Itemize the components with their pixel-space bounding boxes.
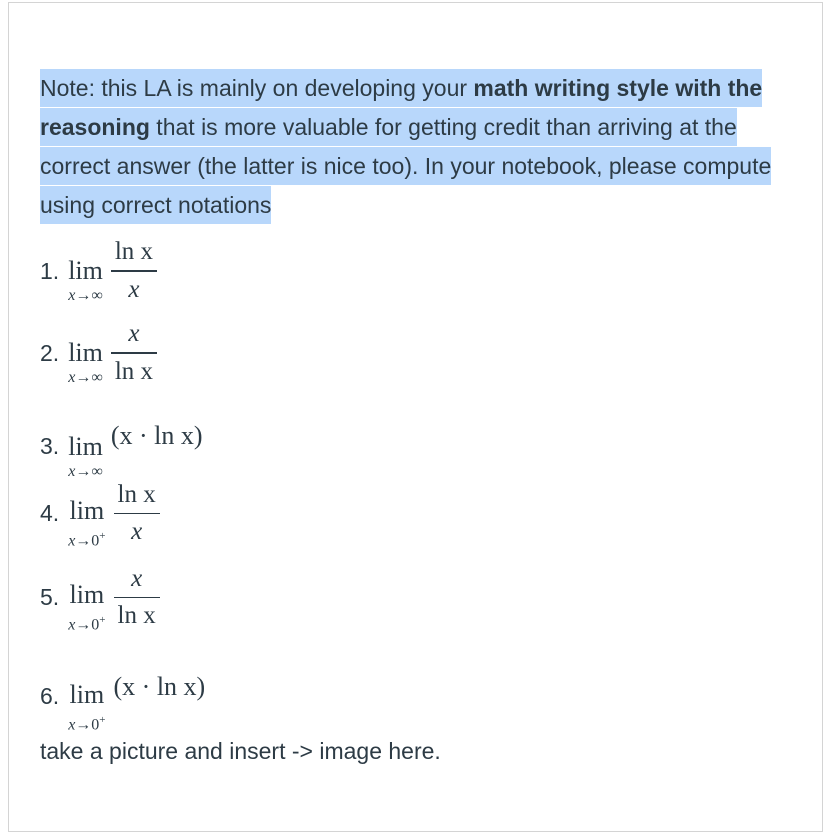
limit-arrow: →	[75, 532, 92, 550]
lim-text: lim	[68, 338, 103, 367]
problem-item	[40, 562, 160, 633]
limit-operator	[68, 498, 105, 549]
numerator: x	[128, 320, 140, 348]
problem-number: 2.	[40, 339, 60, 366]
limit-target: ∞	[91, 369, 103, 386]
problem-number: 6.	[40, 683, 60, 710]
limit-subscript	[68, 528, 105, 549]
note-bold-text: math writing style with the reasoning	[40, 75, 763, 140]
lim-text: lim	[69, 580, 105, 609]
limit-operator	[68, 434, 103, 480]
fraction	[111, 238, 157, 304]
footer-instruction: take a picture and insert -> image here.	[40, 738, 441, 764]
note-text-1: Note: this LA is mainly on developing your	[40, 75, 474, 101]
limit-variable: x	[68, 716, 76, 734]
limit-target: 0	[91, 532, 100, 550]
limit-variable: x	[68, 369, 76, 386]
problem-item	[40, 238, 157, 304]
limit-subscript	[68, 370, 103, 386]
denominator: x	[131, 518, 143, 546]
limit-operator	[68, 258, 103, 304]
problem-number: 1.	[40, 257, 60, 284]
numerator: ln x	[117, 480, 156, 508]
limit-variable: x	[68, 616, 76, 634]
limit-operator	[68, 582, 105, 633]
fraction	[111, 320, 157, 386]
limit-side: +	[99, 714, 106, 726]
limit-target: ∞	[91, 463, 103, 480]
problem-item	[40, 478, 160, 549]
lim-text: lim	[69, 496, 105, 525]
lim-text: lim	[68, 432, 103, 461]
limit-variable: x	[68, 532, 76, 550]
limit-arrow: →	[75, 287, 92, 304]
limit-variable: x	[68, 287, 76, 304]
problem-number: 3.	[40, 432, 60, 459]
limit-arrow: →	[75, 716, 92, 734]
fraction-bar	[111, 352, 157, 354]
limit-target: 0	[91, 616, 100, 634]
limit-subscript	[68, 612, 105, 633]
fraction	[114, 565, 160, 631]
denominator: ln x	[114, 357, 154, 385]
note-paragraph	[40, 69, 790, 225]
fraction	[114, 481, 160, 547]
lim-text: lim	[69, 680, 105, 709]
limit-subscript	[68, 712, 105, 733]
limit-arrow: →	[75, 616, 92, 634]
limit-side: +	[99, 530, 106, 542]
fraction-bar	[111, 270, 157, 272]
numerator: ln x	[114, 238, 154, 266]
denominator: x	[128, 275, 140, 303]
problem-number: 5.	[40, 584, 60, 611]
numerator: x	[131, 564, 143, 592]
limit-expression: (x · ln x)	[113, 671, 206, 701]
limit-target: 0	[91, 716, 100, 734]
problem-number: 4.	[40, 500, 60, 527]
problem-item	[40, 320, 157, 386]
limit-target: ∞	[91, 287, 103, 304]
limit-side: +	[99, 614, 106, 626]
limit-arrow: →	[75, 463, 92, 480]
limit-operator	[68, 682, 105, 733]
lim-text: lim	[68, 256, 103, 285]
denominator: ln x	[117, 602, 156, 630]
limit-subscript	[68, 288, 103, 304]
problem-item	[40, 412, 203, 480]
problem-item	[40, 660, 205, 733]
limit-arrow: →	[75, 369, 92, 386]
limit-variable: x	[68, 463, 76, 480]
note-text-2: that is more valuable for getting credit than arriving at the correct answer (the latter is nice too). In your notebook, please compute using correct notations	[40, 114, 772, 218]
limit-expression: (x · ln x)	[110, 421, 203, 450]
limit-operator	[68, 340, 103, 386]
fraction-bar	[114, 513, 160, 515]
fraction-bar	[114, 597, 160, 599]
